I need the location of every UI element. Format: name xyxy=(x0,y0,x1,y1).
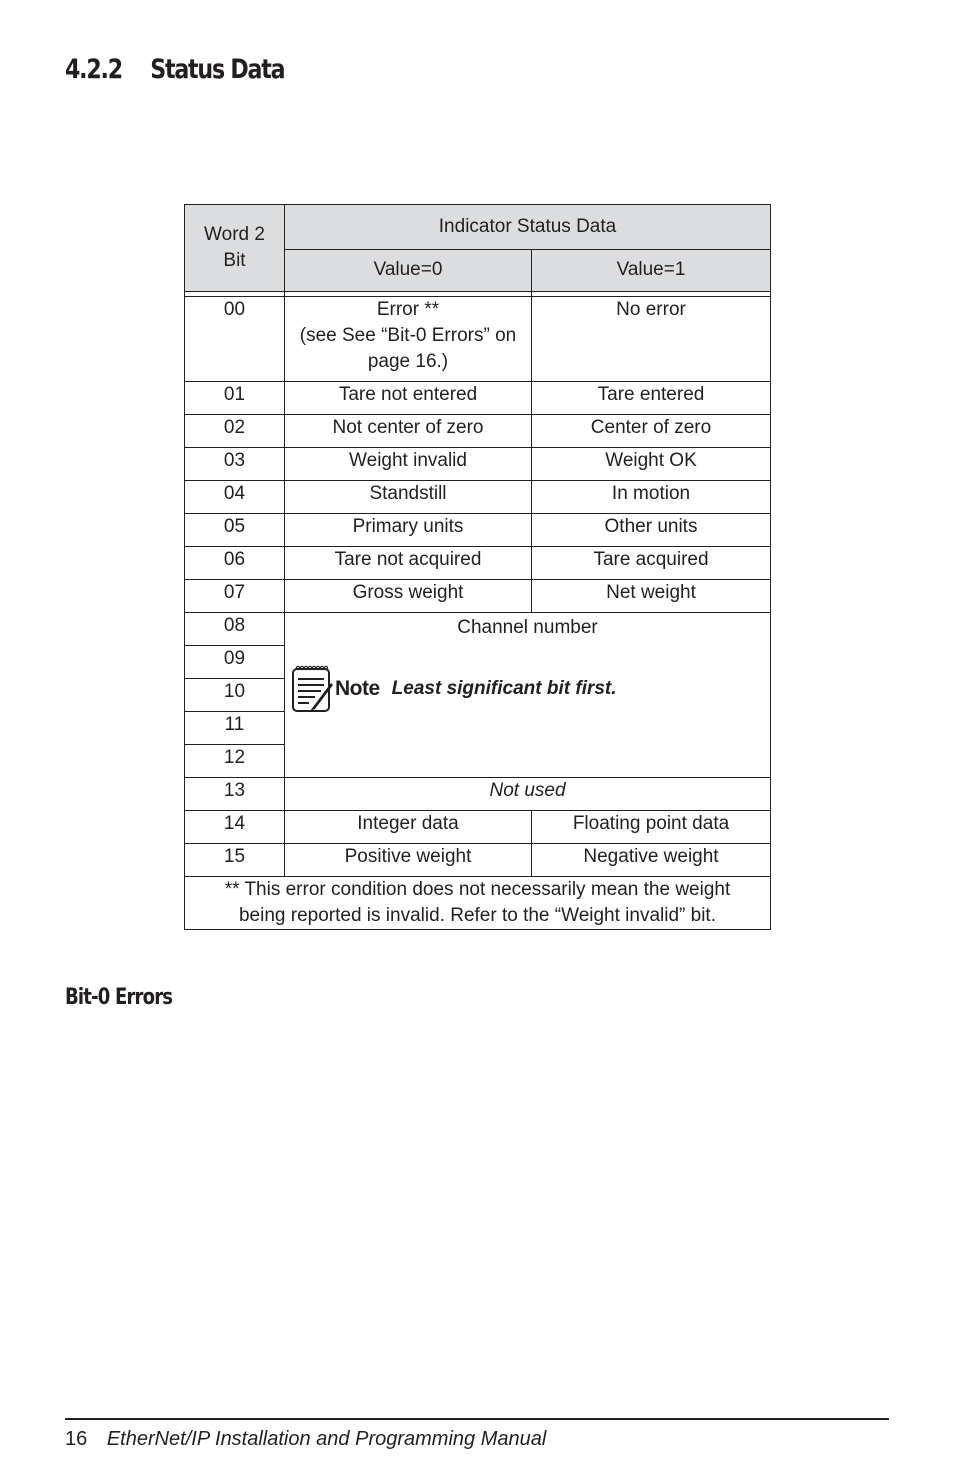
value0-header: Value=0 xyxy=(285,249,532,291)
value0-cell: Positive weight xyxy=(285,844,532,877)
value1-cell: In motion xyxy=(532,481,771,514)
word-bit-header xyxy=(185,205,285,292)
bit-cell: 08 xyxy=(185,613,285,646)
value1-cell: Tare acquired xyxy=(532,547,771,580)
value1-cell: Tare entered xyxy=(532,382,771,415)
note-label: Note xyxy=(335,677,380,700)
table-row xyxy=(185,297,771,382)
value1-cell: Floating point data xyxy=(532,811,771,844)
note-text: Least significant bit first. xyxy=(391,678,617,699)
value0-cell: Standstill xyxy=(285,481,532,514)
value1-cell: Net weight xyxy=(532,580,771,613)
bit-cell: 12 xyxy=(185,745,285,778)
word-header-line2: Bit xyxy=(223,250,246,271)
value0-cell: Tare not acquired xyxy=(285,547,532,580)
value1-cell: Weight OK xyxy=(532,448,771,481)
bit-cell: 03 xyxy=(185,448,285,481)
value0-cell: Not center of zero xyxy=(285,415,532,448)
bit-cell: 00 xyxy=(185,297,285,382)
table-row xyxy=(185,580,771,613)
value0-cell xyxy=(285,297,532,382)
value1-header: Value=1 xyxy=(532,249,771,291)
channel-number-label: Channel number xyxy=(457,617,598,638)
bit-cell: 09 xyxy=(185,646,285,679)
section-title: Status Data xyxy=(150,54,285,85)
value0-cell: Gross weight xyxy=(285,580,532,613)
bit0-errors-heading: Bit-0 Errors xyxy=(65,985,173,1010)
error-reference-page: page 16.) xyxy=(367,351,449,372)
table-row xyxy=(185,448,771,481)
value0-cell: Weight invalid xyxy=(285,448,532,481)
error-label: Error ** xyxy=(376,299,440,320)
page-footer xyxy=(65,1428,546,1451)
status-data-table xyxy=(184,204,771,930)
bit-cell: 06 xyxy=(185,547,285,580)
table-row xyxy=(185,778,771,811)
not-used-cell: Not used xyxy=(285,778,771,811)
value1-cell: Negative weight xyxy=(532,844,771,877)
value0-cell: Primary units xyxy=(285,514,532,547)
bit-cell: 05 xyxy=(185,514,285,547)
notepad-icon xyxy=(291,663,333,715)
table-row xyxy=(185,415,771,448)
footer-rule xyxy=(65,1418,889,1420)
value1-cell: Center of zero xyxy=(532,415,771,448)
value1-cell: Other units xyxy=(532,514,771,547)
table-row xyxy=(185,844,771,877)
table-row xyxy=(185,613,771,646)
page-number: 16 xyxy=(65,1428,88,1450)
footnote-line1: ** This error condition does not necessarily mean the weight xyxy=(224,879,731,900)
bit-cell: 13 xyxy=(185,778,285,811)
table-row xyxy=(185,811,771,844)
footnote-line2: being reported is invalid. Refer to the “Weight invalid” bit. xyxy=(238,905,716,926)
section-number: 4.2.2 xyxy=(65,54,122,85)
manual-title: EtherNet/IP Installation and Programming Manual xyxy=(106,1428,547,1450)
bit-cell: 10 xyxy=(185,679,285,712)
value0-cell: Integer data xyxy=(285,811,532,844)
indicator-status-header: Indicator Status Data xyxy=(285,205,771,250)
bit-cell: 02 xyxy=(185,415,285,448)
value0-cell: Tare not entered xyxy=(285,382,532,415)
bit-cell: 15 xyxy=(185,844,285,877)
table-row xyxy=(185,481,771,514)
error-reference: (see See “Bit-0 Errors” on xyxy=(299,325,517,346)
channel-number-cell xyxy=(285,613,771,778)
bit-cell: 01 xyxy=(185,382,285,415)
table-row xyxy=(185,514,771,547)
table-row xyxy=(185,547,771,580)
bit-cell: 11 xyxy=(185,712,285,745)
note-callout xyxy=(291,663,617,715)
table-footnote-row xyxy=(185,877,771,930)
table-row xyxy=(185,382,771,415)
word-header-line1: Word 2 xyxy=(204,224,265,245)
bit-cell: 04 xyxy=(185,481,285,514)
value1-cell: No error xyxy=(532,297,771,382)
bit-cell: 07 xyxy=(185,580,285,613)
section-heading xyxy=(65,54,284,85)
table-footnote xyxy=(185,877,771,930)
bit-cell: 14 xyxy=(185,811,285,844)
